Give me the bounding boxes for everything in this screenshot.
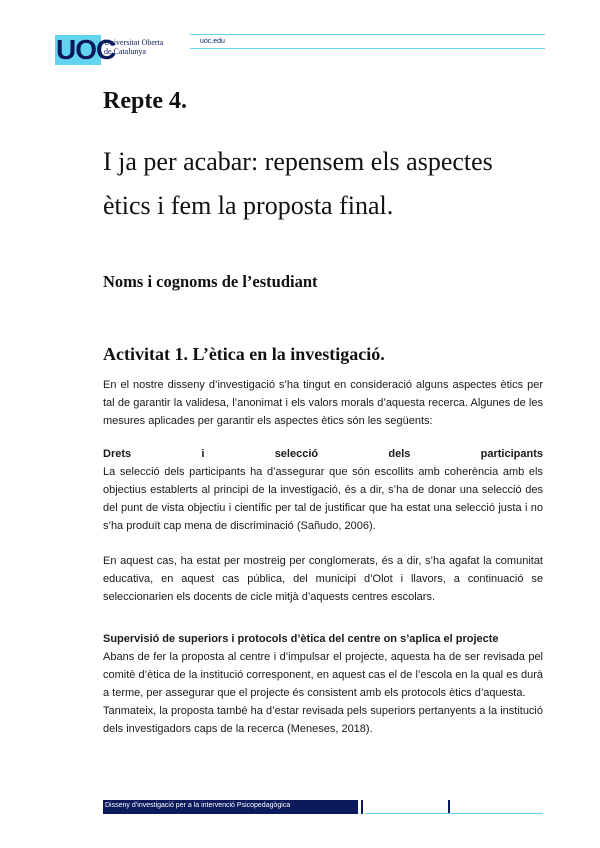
intro-paragraph: En el nostre disseny d’investigació s’ha tingut en consideració alguns aspectes ètics per tal de garantir la validesa, l’anonimat i els valors morals d’aquesta recerca. Algunes de les mesures aplicades per garantir els aspectes ètics són les següents: (103, 379, 543, 427)
activity-heading: Activitat 1. L’ètica en la investigació. (103, 344, 385, 364)
case-paragraph: En aquest cas, ha estat per mostreig per conglomerats, és a dir, s’ha agafat la comunitat educativa, en aquest cas pública, del municipi d’Olot i llavors, a continuació se seleccionarien els docents de cicle mitjà d’aquests centres escolars. (103, 555, 543, 603)
logo-text: UOC (56, 34, 116, 65)
page-title: Repte 4. (103, 88, 187, 114)
header-rule-bottom (190, 48, 545, 49)
header-tag: uoc.edu (200, 38, 225, 45)
footer-rule (365, 813, 543, 814)
heading-word: dels (388, 448, 411, 460)
footer-divider (448, 800, 450, 814)
footer-bar (103, 800, 358, 814)
footer-text: Disseny d’investigació per a la intervenció Psicopedagògica (105, 802, 291, 809)
page-header (55, 30, 545, 70)
university-line-2: de Catalunya (104, 47, 146, 56)
section-supervision-body-1: Abans de fer la proposta al centre i d’impulsar el projecte, aquesta ha de ser revisada pel comitè d’ètica de la institució corresponent, en aquest cas el de l’escola en la qual es durà a terme, per assegurar que el projecte és consistent amb els protocols ètics d’aquesta. (103, 651, 543, 699)
university-line-1: Universitat Oberta (104, 38, 164, 47)
section-supervision-body-2: Tanmateix, la proposta també ha d’estar revisada pels superiors pertanyents a la institució dels investigadors caps de la recerca (Meneses, 2018). (103, 705, 543, 735)
footer-divider (361, 800, 363, 814)
page-footer (103, 800, 543, 814)
heading-word: participants (480, 448, 543, 460)
section-supervision (103, 630, 543, 738)
uoc-logo (55, 34, 116, 65)
header-rule-top (190, 34, 545, 35)
section-participants (103, 445, 543, 535)
page-subtitle: I ja per acabar: repensem els aspectes ètics i fem la proposta final. (103, 147, 493, 220)
section-supervision-heading: Supervisió de superiors i protocols d’ètica del centre on s’aplica el projecte (103, 633, 499, 645)
student-name-heading: Noms i cognoms de l’estudiant (103, 272, 318, 291)
university-name (104, 38, 184, 56)
heading-word: i (201, 448, 205, 460)
section-participants-heading (103, 445, 543, 463)
heading-word: selecció (274, 448, 319, 460)
heading-word: Drets (103, 448, 132, 460)
section-participants-body: La selecció dels participants ha d’assegurar que són escollits amb coherència amb els objectius establerts al principi de la investigació, és a dir, s’ha de donar una selecció des del punt de vista objectiu i científic per tal de justificar que ha estat una selecció justa i no s’ha produït cap mena de discriminació (Sañudo, 2006). (103, 466, 543, 532)
